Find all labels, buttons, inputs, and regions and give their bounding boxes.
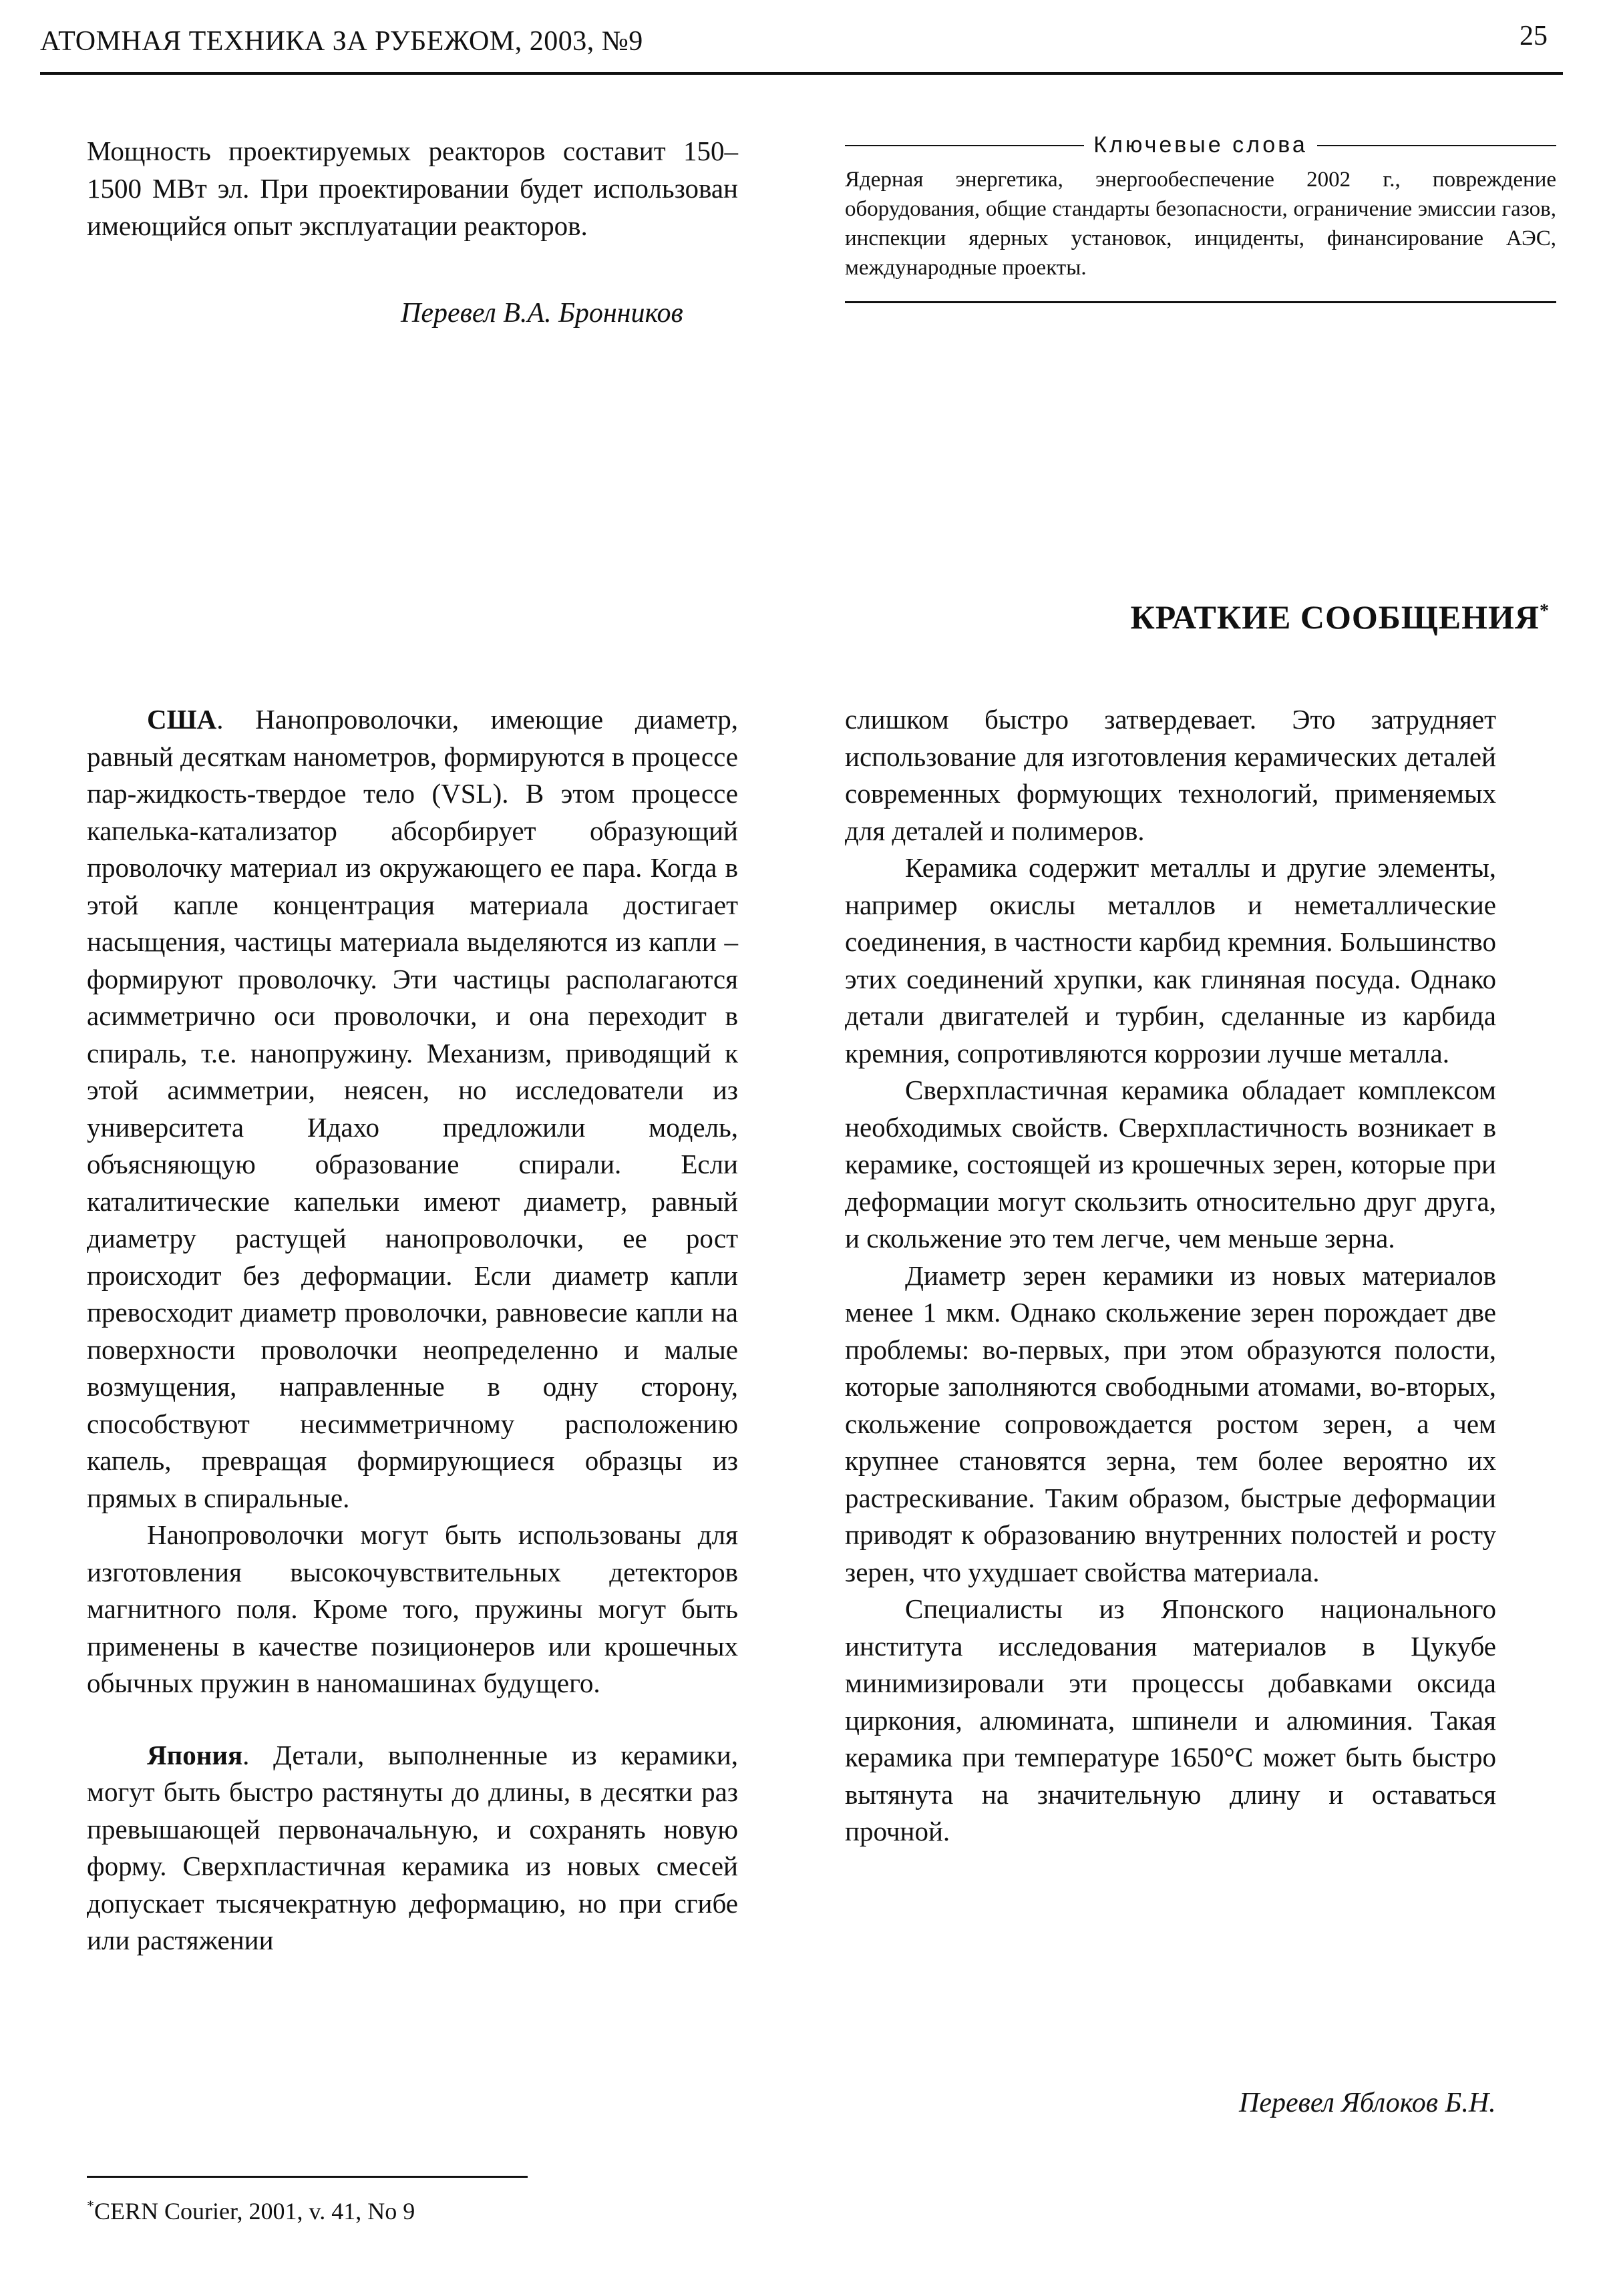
header-divider <box>40 72 1563 75</box>
page-number: 25 <box>1520 21 1548 51</box>
usa-paragraph-2: Нанопроволочки могут быть использованы для изготовления высокочувствительных детекторов магнитного поля. Кроме того, пружины могут быть применены в качестве позиционеров или крошечных обычных пружин в наномашинах будущего. <box>87 1519 738 1698</box>
footnote-text: CERN Courier, 2001, v. 41, No 9 <box>94 2198 415 2225</box>
section-title <box>1130 598 1550 636</box>
right-paragraph-4: Диаметр зерен керамики из новых материалов менее 1 мкм. Однако скольжение зерен порождает две проблемы: во-первых, при этом образуются полости, которые заполняются свободными атомами, во-вторых, скольжение сопровождается ростом зерен, а чем крупнее становятся зерна, тем более вероятно их растрескивание. Таким образом, быстрые деформации приводят к образованию внутренних полостей и росту зерен, что ухудшает свойства материала. <box>845 1260 1496 1587</box>
right-column <box>845 701 1496 1851</box>
usa-paragraph-1-text: . Нанопроволочки, имеющие диаметр, равный десяткам нанометров, формируются в процессе пар-жидкость-твердое тело (VSL). В этом процессе капелька-катализатор абсорбирует образующий проволочку материал из окружающего ее пара. Когда в этой капле концентрация материала достигает насыщения, частицы материала выделяются из капли – формируют проволочку. Эти частицы располагаются асимметрично оси проволочки, и она переходит в спираль, т.е. нанопружину. Механизм, приводящий к этой асимметрии, неясен, но исследователи из университета Идахо предложили модель, объясняющую образование спирали. Если каталитические капельки имеют диаметр, равный диаметру растущей нанопроволочки, ее рост происходит без деформации. Если диаметр капли превосходит диаметр проволочки, равновесие капли на поверхности проволочки неопределенно и малые возмущения, направленные в одну сторону, способствуют несимметричному расположению капель, превращая формирующиеся образцы из прямых в спиральные. <box>87 704 738 1513</box>
footnote-divider <box>87 2176 528 2178</box>
right-paragraph-3: Сверхпластичная керамика обладает комплексом необходимых свойств. Сверхпластичность возникает в керамике, состоящей из крошечных зерен, которые при деформации могут скользить относительно друг друга, и скольжение это тем легче, чем меньше зерна. <box>845 1075 1496 1254</box>
keywords-rule-left <box>845 145 1084 146</box>
usa-lead: США <box>147 704 217 735</box>
footnote <box>87 2197 415 2225</box>
right-paragraph-2: Керамика содержит металлы и другие элементы, например окислы металлов и неметаллические соединения, в частности карбид кремния. Большинство этих соединений хрупки, как глиняная посуда. Однако детали двигателей и турбин, сделанные из карбида кремния, сопротивляются коррозии лучше металла. <box>845 852 1496 1069</box>
usa-paragraph-1 <box>87 701 738 1517</box>
section-title-text: КРАТКИЕ СООБЩЕНИЯ <box>1130 598 1540 636</box>
left-column <box>87 701 738 1959</box>
footnote-mark: * <box>87 2197 94 2214</box>
keywords-title: Ключевые слова <box>1093 132 1308 158</box>
right-paragraph-1: слишком быстро затвердевает. Это затрудняет использование для изготовления керамических деталей современных формующих технологий, применяемых для деталей и полимеров. <box>845 704 1496 846</box>
keywords-text: Ядерная энергетика, энергообеспечение 2002 г., повреждение оборудования, общие стандарты безопасности, ограничение эмиссии газов, инспекции ядерных установок, инциденты, финансирование АЭС, международные проекты. <box>845 168 1556 280</box>
japan-lead: Япония <box>147 1739 243 1770</box>
journal-title: АТОМНАЯ ТЕХНИКА ЗА РУБЕЖОМ, 2003, №9 <box>40 26 643 57</box>
previous-article-translator: Перевел В.А. Бронников <box>401 298 683 329</box>
previous-article-ending <box>87 132 738 244</box>
section-title-footnote-mark: * <box>1540 600 1550 622</box>
japan-paragraph-1 <box>87 1737 738 1959</box>
keywords-box <box>845 132 1556 303</box>
previous-article-paragraph: Мощность проектируемых реакторов составит 150–1500 МВт эл. При проектировании будет использован имеющийся опыт эксплуатации реакторов. <box>87 136 738 241</box>
right-paragraph-5: Специалисты из Японского национального института исследования материалов в Цукубе минимизировали эти процессы добавками оксида циркония, алюмината, шпинели и алюминия. Такая керамика при температуре 1650°С может быть быстро вытянута на значительную длину и оставаться прочной. <box>845 1593 1496 1847</box>
keywords-bottom-rule <box>845 301 1556 303</box>
keywords-rule-right <box>1317 145 1556 146</box>
article-translator: Перевел Яблоков Б.Н. <box>1239 2088 1496 2118</box>
japan-paragraph-1-text: . Детали, выполненные из керамики, могут быть быстро растянуты до длины, в десятки раз превышающей первоначальную, и сохранять новую форму. Сверхпластичная керамика из новых смесей допускает тысячекратную деформацию, но при сгибе или растяжении <box>87 1739 738 1955</box>
